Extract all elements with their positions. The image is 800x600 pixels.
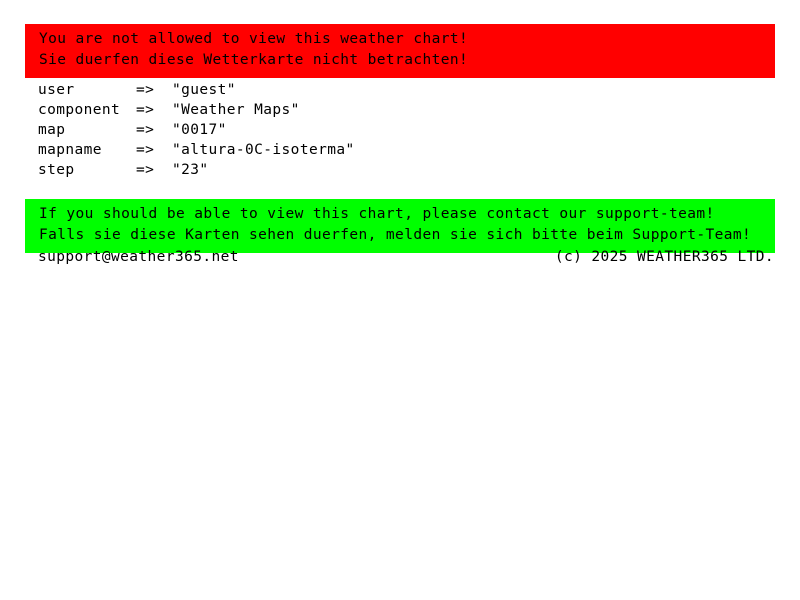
parameter-row bbox=[38, 80, 758, 100]
support-banner bbox=[25, 199, 775, 253]
parameter-list bbox=[38, 80, 758, 180]
parameter-arrow: => bbox=[136, 82, 155, 98]
error-banner-line-de: Sie duerfen diese Wetterkarte nicht betrachten! bbox=[39, 52, 469, 68]
parameter-key: step bbox=[38, 162, 75, 178]
parameter-arrow: => bbox=[136, 122, 155, 138]
error-banner bbox=[25, 24, 775, 78]
parameter-key: map bbox=[38, 122, 66, 138]
parameter-value: "guest" bbox=[172, 82, 236, 98]
copyright-text: (c) 2025 WEATHER365 LTD. bbox=[554, 249, 774, 265]
parameter-key: user bbox=[38, 82, 75, 98]
parameter-row bbox=[38, 120, 758, 140]
parameter-value: "23" bbox=[172, 162, 209, 178]
parameter-row bbox=[38, 100, 758, 120]
parameter-value: "Weather Maps" bbox=[172, 102, 300, 118]
parameter-value: "0017" bbox=[172, 122, 227, 138]
footer bbox=[38, 249, 774, 265]
support-banner-line-en: If you should be able to view this chart, please contact our support-team! bbox=[39, 206, 715, 222]
error-banner-line-en: You are not allowed to view this weather chart! bbox=[39, 31, 469, 47]
parameter-arrow: => bbox=[136, 162, 155, 178]
parameter-value: "altura-0C-isoterma" bbox=[172, 142, 355, 158]
parameter-key: component bbox=[38, 102, 121, 118]
parameter-row bbox=[38, 160, 758, 180]
support-banner-line-de: Falls sie diese Karten sehen duerfen, melden sie sich bitte beim Support-Team! bbox=[39, 227, 752, 243]
support-email[interactable]: support@weather365.net bbox=[38, 249, 239, 265]
parameter-arrow: => bbox=[136, 102, 155, 118]
parameter-key: mapname bbox=[38, 142, 102, 158]
parameter-row bbox=[38, 140, 758, 160]
parameter-arrow: => bbox=[136, 142, 155, 158]
